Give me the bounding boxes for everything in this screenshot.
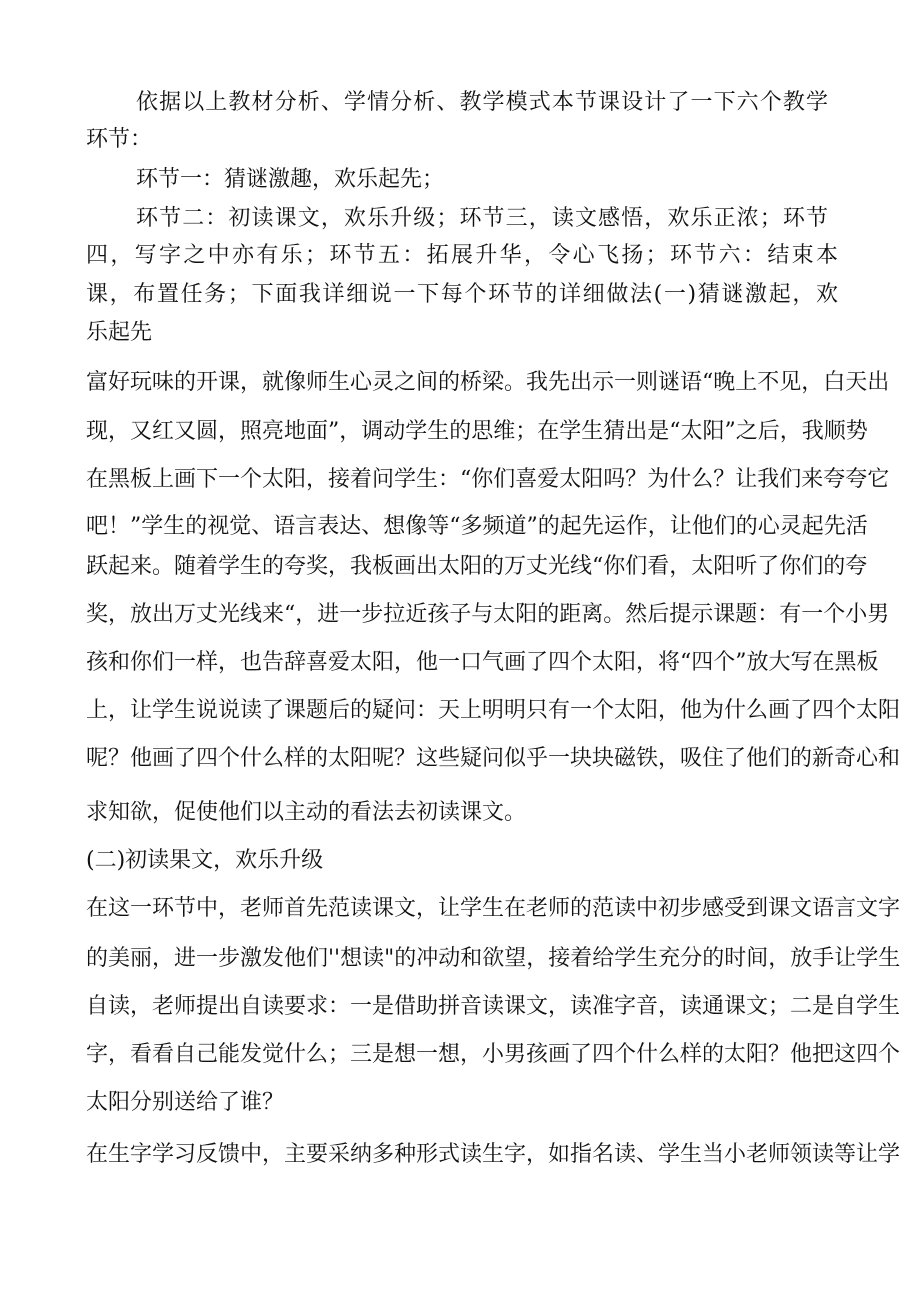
paragraph-line: 在黑板上画下一个太阳，接着问学生：“你们喜爱太阳吗？为什么？让我们来夸夸它 — [86, 467, 890, 492]
paragraph-line: 求知欲，促使他们以主动的看法去初读课文。 — [86, 800, 527, 825]
paragraph-line: 乐起先 — [86, 320, 153, 345]
paragraph-line: 在这一环节中，老师首先范读课文，让学生在老师的范读中初步感受到课文语言文字 — [86, 896, 901, 921]
paragraph-line: 在生字学习反馈中，主要采纳多种形式读生字，如指名读、学生当小老师领读等让学 — [86, 1142, 901, 1167]
paragraph-line: 环节二：初读课文，欢乐升级；环节三，读文感悟，欢乐正浓；环节 — [136, 206, 828, 231]
paragraph-line: 课，布置任务；下面我详细说一下每个环节的详细做法(一)猜谜激起，欢 — [86, 282, 838, 307]
paragraph-line: 上，让学生说说读了课题后的疑问：天上明明只有一个太阳，他为什么画了四个太阳 — [86, 698, 901, 723]
paragraph-line: 呢？他画了四个什么样的太阳呢？这些疑问似乎一块块磁铁，吸住了他们的新奇心和 — [86, 746, 901, 771]
section-heading: (二)初读果文，欢乐升级 — [86, 848, 324, 873]
paragraph-line: 依据以上教材分析、学情分析、教学模式本节课设计了一下六个教学 — [136, 90, 828, 115]
paragraph-line: 富好玩味的开课，就像师生心灵之间的桥梁。我先出示一则谜语“晚上不见，白天出 — [86, 370, 890, 395]
paragraph-line: 现，又红又圆，照亮地面”，调动学生的思维；在学生猜出是“太阳”之后，我顺势 — [86, 419, 868, 444]
paragraph-line: 字，看看自己能发觉什么；三是想一想，小男孩画了四个什么样的太阳？他把这四个 — [86, 1042, 901, 1067]
paragraph-line: 吧！”学生的视觉、语言表达、想像等“多频道”的起先运作，让他们的心灵起先活 — [86, 514, 868, 539]
paragraph-line: 四，写字之中亦有乐；环节五：拓展升华，令心飞扬；环节六：结束本 — [86, 243, 838, 268]
paragraph-line: 跃起来。随着学生的夸奖，我板画出太阳的万丈光线“你们看，太阳听了你们的夸 — [86, 554, 868, 579]
paragraph-line: 孩和你们一样，也告辞喜爱太阳，他一口气画了四个太阳，将“四个”放大写在黑板 — [86, 650, 879, 675]
paragraph-line: 自读，老师提出自读要求：一是借助拼音读课文，读准字音，读通课文；二是自学生 — [86, 994, 901, 1019]
paragraph-line: 奖，放出万丈光线来“，进一步拉近孩子与太阳的距离。然后提示课题：有一个小男 — [86, 602, 890, 627]
paragraph-line: 的美丽，进一步激发他们''想读"的冲动和欲望，接着给学生充分的时间，放手让学生 — [86, 946, 901, 971]
paragraph-line: 太阳分别送给了谁？ — [86, 1090, 285, 1115]
paragraph-line: 环节： — [86, 127, 153, 152]
paragraph-line: 环节一：猜谜激趣，欢乐起先； — [136, 167, 445, 192]
